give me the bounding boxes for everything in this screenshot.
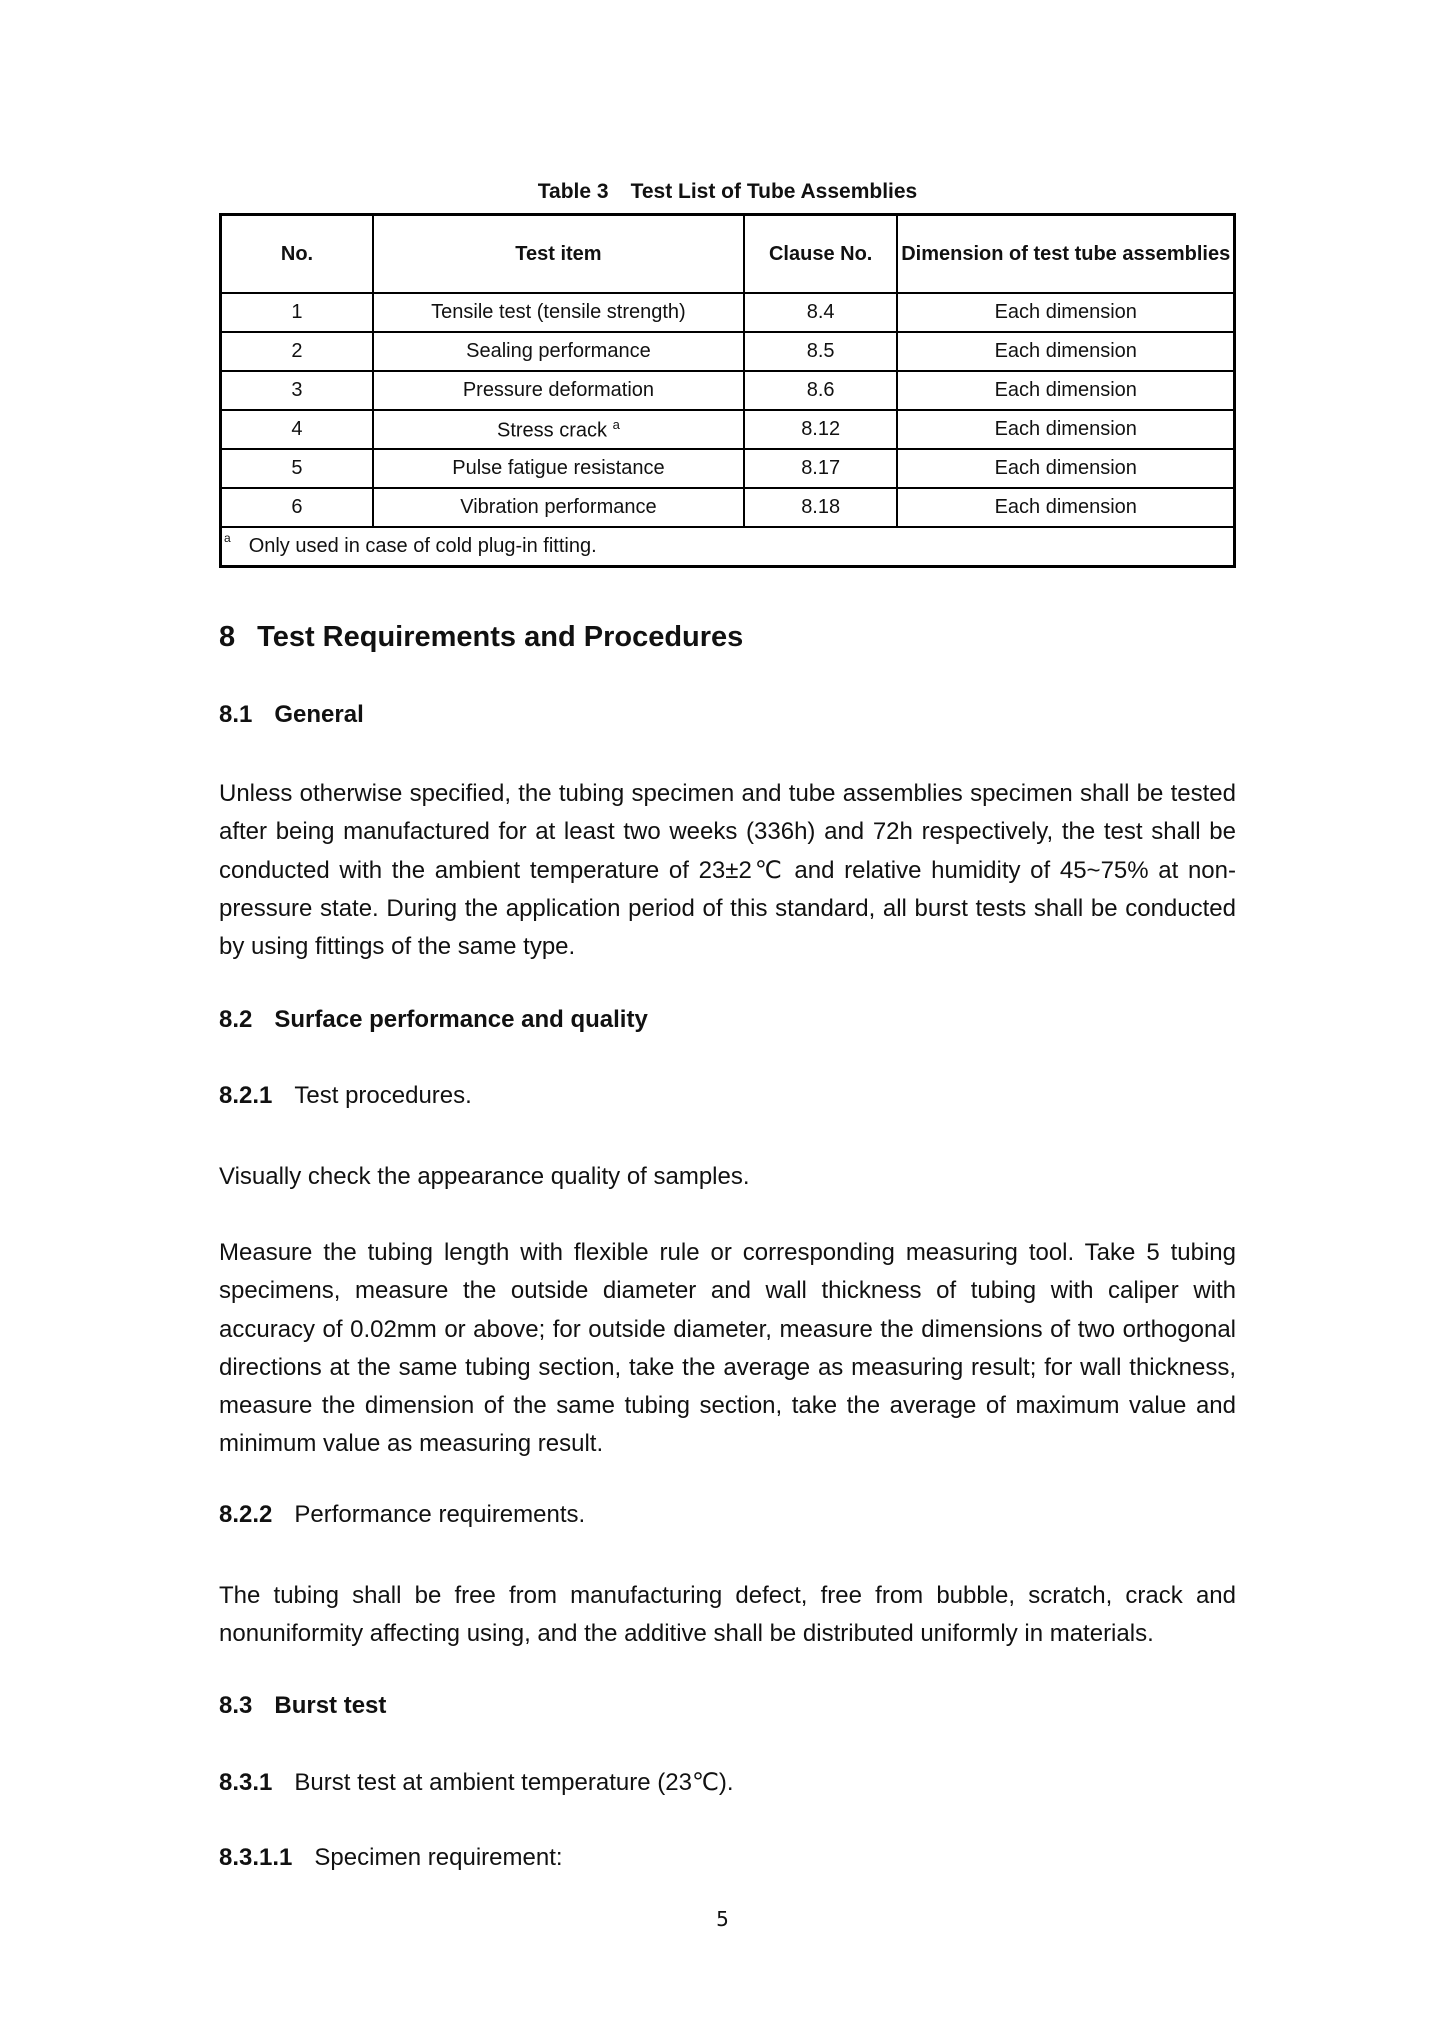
section-title: Performance requirements. bbox=[294, 1501, 586, 1528]
table-row bbox=[221, 410, 1235, 449]
general-paragraph: Unless otherwise specified, the tubing specimen and tube assemblies specimen shall be tested after being manufactured for at least two weeks (336h) and 72h respectively, the test shall be conducted with the ambient temperature of 23±2℃ and relative humidity of 45~75% at non-pressure state. During the application period of this standard, all burst tests shall be conducted by using fittings of the same type. bbox=[219, 780, 1236, 961]
performance-paragraph: The tubing shall be free from manufacturing defect, free from bubble, scratch, crack and nonuniformity affecting using, and the additive shall be distributed uniformly in materials. bbox=[219, 1582, 1236, 1648]
section-8-heading bbox=[219, 621, 743, 654]
section-number: 8.1 bbox=[219, 701, 253, 728]
footnote-mark: a bbox=[224, 531, 231, 545]
table-row bbox=[221, 371, 1235, 410]
cell-dimension: Each dimension bbox=[897, 293, 1234, 332]
table-footnote bbox=[221, 527, 1235, 567]
cell-dimension: Each dimension bbox=[897, 371, 1234, 410]
table-row bbox=[221, 488, 1235, 527]
table-row bbox=[221, 332, 1235, 371]
visual-check-paragraph: Visually check the appearance quality of samples. bbox=[219, 1163, 750, 1190]
cell-test-item: Sealing performance bbox=[373, 332, 744, 371]
section-number: 8.3.1.1 bbox=[219, 1844, 293, 1871]
cell-no: 3 bbox=[221, 371, 373, 410]
cell-clause: 8.18 bbox=[744, 488, 898, 527]
cell-clause: 8.6 bbox=[744, 371, 898, 410]
table-caption bbox=[219, 180, 1236, 204]
section-8-3-1-1-heading bbox=[219, 1844, 563, 1872]
section-number: 8 bbox=[219, 621, 236, 653]
section-title: Test procedures. bbox=[294, 1082, 472, 1109]
cell-dimension: Each dimension bbox=[897, 332, 1234, 371]
section-number: 8.3.1 bbox=[219, 1769, 273, 1796]
cell-no: 6 bbox=[221, 488, 373, 527]
page-number: 5 bbox=[716, 1907, 729, 1931]
cell-test-item: Tensile test (tensile strength) bbox=[373, 293, 744, 332]
measurement-paragraph: Measure the tubing length with flexible rule or corresponding measuring tool. Take 5 tubing specimens, measure the outside diameter and wall thickness of tubing with caliper with accuracy of 0.02mm or above; for outside diameter, measure the dimensions of two orthogonal directions at the same tubing section, take the average as measuring result; for wall thickness, measure the dimension of the same tubing section, take the average of maximum value and minimum value as measuring result. bbox=[219, 1239, 1236, 1458]
cell-dimension: Each dimension bbox=[897, 410, 1234, 449]
cell-test-item-text: Stress crack bbox=[497, 419, 608, 442]
section-title: Burst test at ambient temperature (23℃). bbox=[294, 1769, 734, 1796]
footnote-text: Only used in case of cold plug-in fitting. bbox=[248, 535, 597, 557]
table-row bbox=[221, 449, 1235, 488]
cell-clause: 8.4 bbox=[744, 293, 898, 332]
table-row bbox=[221, 293, 1235, 332]
test-list-table bbox=[219, 213, 1236, 568]
header-no: No. bbox=[221, 215, 373, 294]
cell-clause: 8.5 bbox=[744, 332, 898, 371]
header-dimension: Dimension of test tube assemblies bbox=[897, 215, 1234, 294]
header-clause-no: Clause No. bbox=[744, 215, 898, 294]
footnote-ref: a bbox=[612, 416, 620, 432]
section-8-3-1-heading bbox=[219, 1768, 734, 1797]
cell-clause: 8.12 bbox=[744, 410, 898, 449]
header-test-item: Test item bbox=[373, 215, 744, 294]
section-title: Surface performance and quality bbox=[274, 1006, 648, 1033]
cell-no: 5 bbox=[221, 449, 373, 488]
section-title: Test Requirements and Procedures bbox=[257, 621, 744, 653]
cell-test-item bbox=[373, 410, 744, 449]
section-8-2-heading bbox=[219, 1006, 648, 1034]
cell-clause: 8.17 bbox=[744, 449, 898, 488]
section-8-3-heading bbox=[219, 1692, 386, 1720]
cell-test-item: Pulse fatigue resistance bbox=[373, 449, 744, 488]
cell-no: 2 bbox=[221, 332, 373, 371]
table-caption-label: Table 3 bbox=[537, 180, 609, 203]
cell-test-item: Pressure deformation bbox=[373, 371, 744, 410]
section-8-2-2-heading bbox=[219, 1501, 585, 1529]
section-number: 8.2.1 bbox=[219, 1082, 273, 1109]
cell-no: 1 bbox=[221, 293, 373, 332]
section-title: Burst test bbox=[274, 1692, 387, 1719]
section-number: 8.2.2 bbox=[219, 1501, 273, 1528]
section-number: 8.2 bbox=[219, 1006, 253, 1033]
section-8-1-heading bbox=[219, 701, 364, 729]
section-8-2-1-heading bbox=[219, 1082, 472, 1110]
table-header-row bbox=[221, 215, 1235, 294]
table-caption-title: Test List of Tube Assemblies bbox=[630, 180, 918, 203]
section-title: Specimen requirement: bbox=[314, 1844, 563, 1871]
cell-dimension: Each dimension bbox=[897, 449, 1234, 488]
cell-test-item: Vibration performance bbox=[373, 488, 744, 527]
section-number: 8.3 bbox=[219, 1692, 253, 1719]
section-title: General bbox=[274, 701, 364, 728]
cell-dimension: Each dimension bbox=[897, 488, 1234, 527]
cell-no: 4 bbox=[221, 410, 373, 449]
table-footnote-row bbox=[221, 527, 1235, 567]
